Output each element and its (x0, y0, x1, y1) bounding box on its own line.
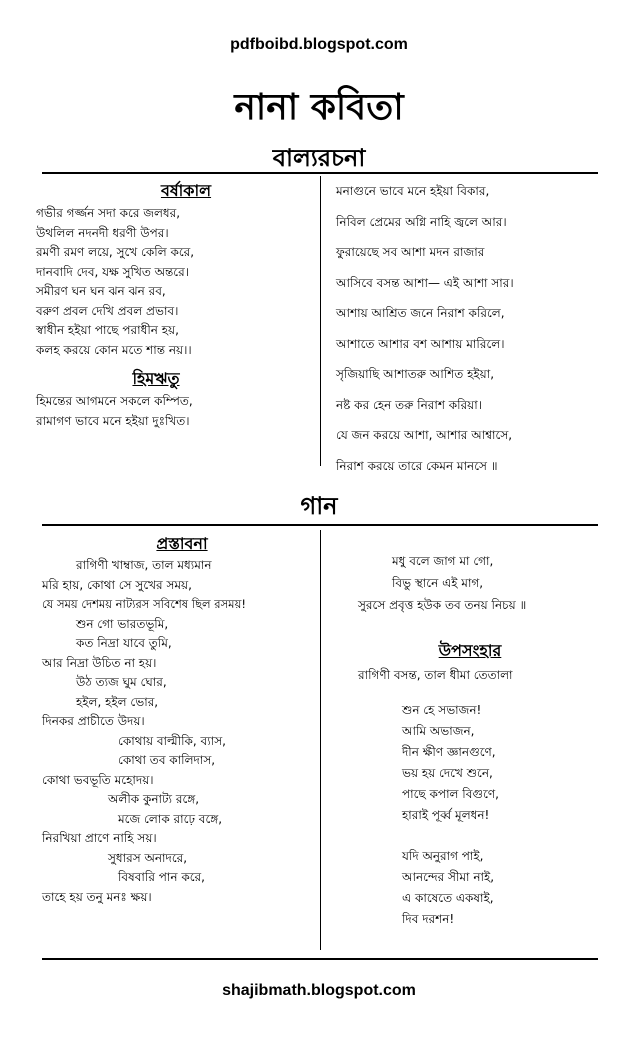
page-title: নানা কবিতা (234, 87, 404, 128)
song-line: ভয় হয় দেখে শুনে, (402, 766, 493, 780)
song-line: দীন ক্ষীণ জ্ঞানগুণে, (402, 745, 496, 759)
header-site-text: pdfboibd.blogspot.com (230, 36, 408, 53)
poem-line: গভীর গর্জ্জন সদা করে জলধর, (36, 206, 181, 220)
song-line: বিষবারি পান করে, (118, 870, 205, 884)
song-line: দিনকর প্রাচীতে উদয়। (42, 714, 145, 728)
song-line: শুন হে সভাজন! (402, 703, 482, 717)
song-upasanghar-title: উপসংহার (438, 641, 502, 660)
poem-line: যে জন করয়ে আশা, আশার আশ্বাসে, (336, 428, 513, 442)
section2-title: গান (300, 492, 338, 520)
section1-left-column (36, 178, 316, 431)
poem-line: নিরাশ করয়ে তারে কেমন মানসে ॥ (336, 458, 498, 473)
song-line: তাহে হয় তনু মনঃ ক্ষয়। (42, 889, 152, 904)
poem-himritu-title: হিমঋতু (132, 369, 180, 388)
poem-line: রমণী রমণ লয়ে, সুখে কেলি করে, (36, 245, 195, 259)
raga-line: রাগিণী বসন্ত, তাল ধীমা তেতালা (358, 668, 513, 682)
song-line: মধু বলে জাগ মা গো, (392, 554, 494, 568)
section1-right-column (336, 176, 626, 481)
poem-line: রামাগণ ভাবে মনে হইয়া দুঃখিত। (36, 413, 190, 428)
section1-rule (42, 172, 598, 174)
song-line: কত নিদ্রা যাবে তুমি, (76, 636, 172, 650)
poem-barshakal-title: বর্ষাকাল (160, 181, 212, 200)
song-line: পাছে কপাল বিগুণে, (402, 787, 499, 801)
poem-line: উথলিল নদনদী ধরণী উপর। (36, 225, 169, 240)
bottom-rule (42, 958, 598, 960)
song-line: যদি অনুরাগ পাই, (402, 849, 484, 863)
song-line: উঠ ত্যজ ঘুম ঘোর, (76, 675, 167, 689)
song-line: আমি অভাজন, (402, 724, 475, 738)
section1-divider (320, 176, 321, 466)
poem-line: সমীরণ ঘন ঘন ঝন ঝন রব, (36, 284, 166, 298)
footer-site-text: shajibmath.blogspot.com (222, 982, 416, 999)
song-line: এ কাষেতে একষাই, (402, 891, 494, 905)
section2-divider (320, 530, 321, 950)
song-prostabona-title: প্রস্তাবনা (156, 534, 208, 553)
song-line: সুধারস অনাদরে, (108, 850, 188, 865)
song-line: কোথা ভবভূতি মহোদয়। (42, 772, 154, 787)
song-line: আনন্দের সীমা নাই, (402, 870, 495, 884)
poem-line: মনাগুনে ভাবে মনে হইয়া বিকার, (336, 184, 490, 198)
poem-line: ফুরায়েছে সব আশা মদন রাজার (336, 245, 485, 259)
poem-line: সৃজিয়াছি আশাতরু আশিত হইয়া, (336, 367, 495, 381)
song-line: অলীক কুনাট্য রঙ্গে, (108, 792, 200, 806)
song-line: শুন গো ভারতভূমি, (76, 616, 169, 631)
poem-line: স্বাধীন হইয়া পাছে পরাধীন হয়, (36, 323, 179, 337)
section2-rule (42, 524, 598, 526)
poem-line: বরুণ প্রবল দেখি প্রবল প্রভাব। (36, 303, 179, 318)
song-line: দিব দরশন! (402, 912, 455, 926)
song-line: যে সময় দেশময় নাট্যরস সবিশেষ ছিল রসময়! (42, 597, 246, 611)
poem-line: দানবাদি দেব, যক্ষ সুখিত অন্তরে। (36, 264, 190, 279)
song-line: আর নিদ্রা উচিত না হয়। (42, 655, 157, 670)
poem-line: আশাতে আশার বশ আশায় মারিলে। (336, 336, 505, 351)
poem-line: আসিবে বসন্ত আশা— এই আশা সার। (336, 275, 514, 290)
song-line: কোথা তব কালিদাস, (118, 753, 216, 767)
poem-line: কলহ করয়ে কোন মতে শান্ত নয়।। (36, 342, 192, 357)
song-line: হারাই পূর্ব্ব মূলধন! (402, 808, 490, 822)
poem-line: হিমন্তের আগমনে সকলে কম্পিত, (36, 394, 193, 408)
poem-line: নষ্ট কর হেন তরু নিরাশ করিয়া। (336, 397, 483, 412)
section1-title: বাল্যরচনা (272, 144, 366, 172)
poem-line: নিবিল প্রেমের অগ্নি নাহি জ্বলে আর। (336, 214, 507, 229)
song-line: নিরখিয়া প্রাণে নাহি সয়। (42, 831, 157, 845)
song-line: মরি হায়, কোথা সে সুখের সময়, (42, 577, 192, 592)
song-line: মজে লোক রাঢ়ে বঙ্গে, (118, 811, 223, 826)
song-line: সুরসে প্রবৃত্ত হউক তব তনয় নিচয় ॥ (358, 598, 527, 612)
poem-line: আশায় আশ্রিত জনে নিরাশ করিলে, (336, 306, 505, 320)
song-line: হইল, হইল ভোর, (76, 694, 159, 709)
song-line: কোথায় বাল্মীকি, ব্যাস, (118, 733, 226, 748)
song-line: বিভু স্থানে এই মাগ, (392, 576, 484, 590)
section2-left-column (42, 532, 332, 907)
raga-line: রাগিণী খাম্বাজ, তাল মধ্যমান (76, 558, 212, 572)
section2-right-column (330, 550, 630, 930)
